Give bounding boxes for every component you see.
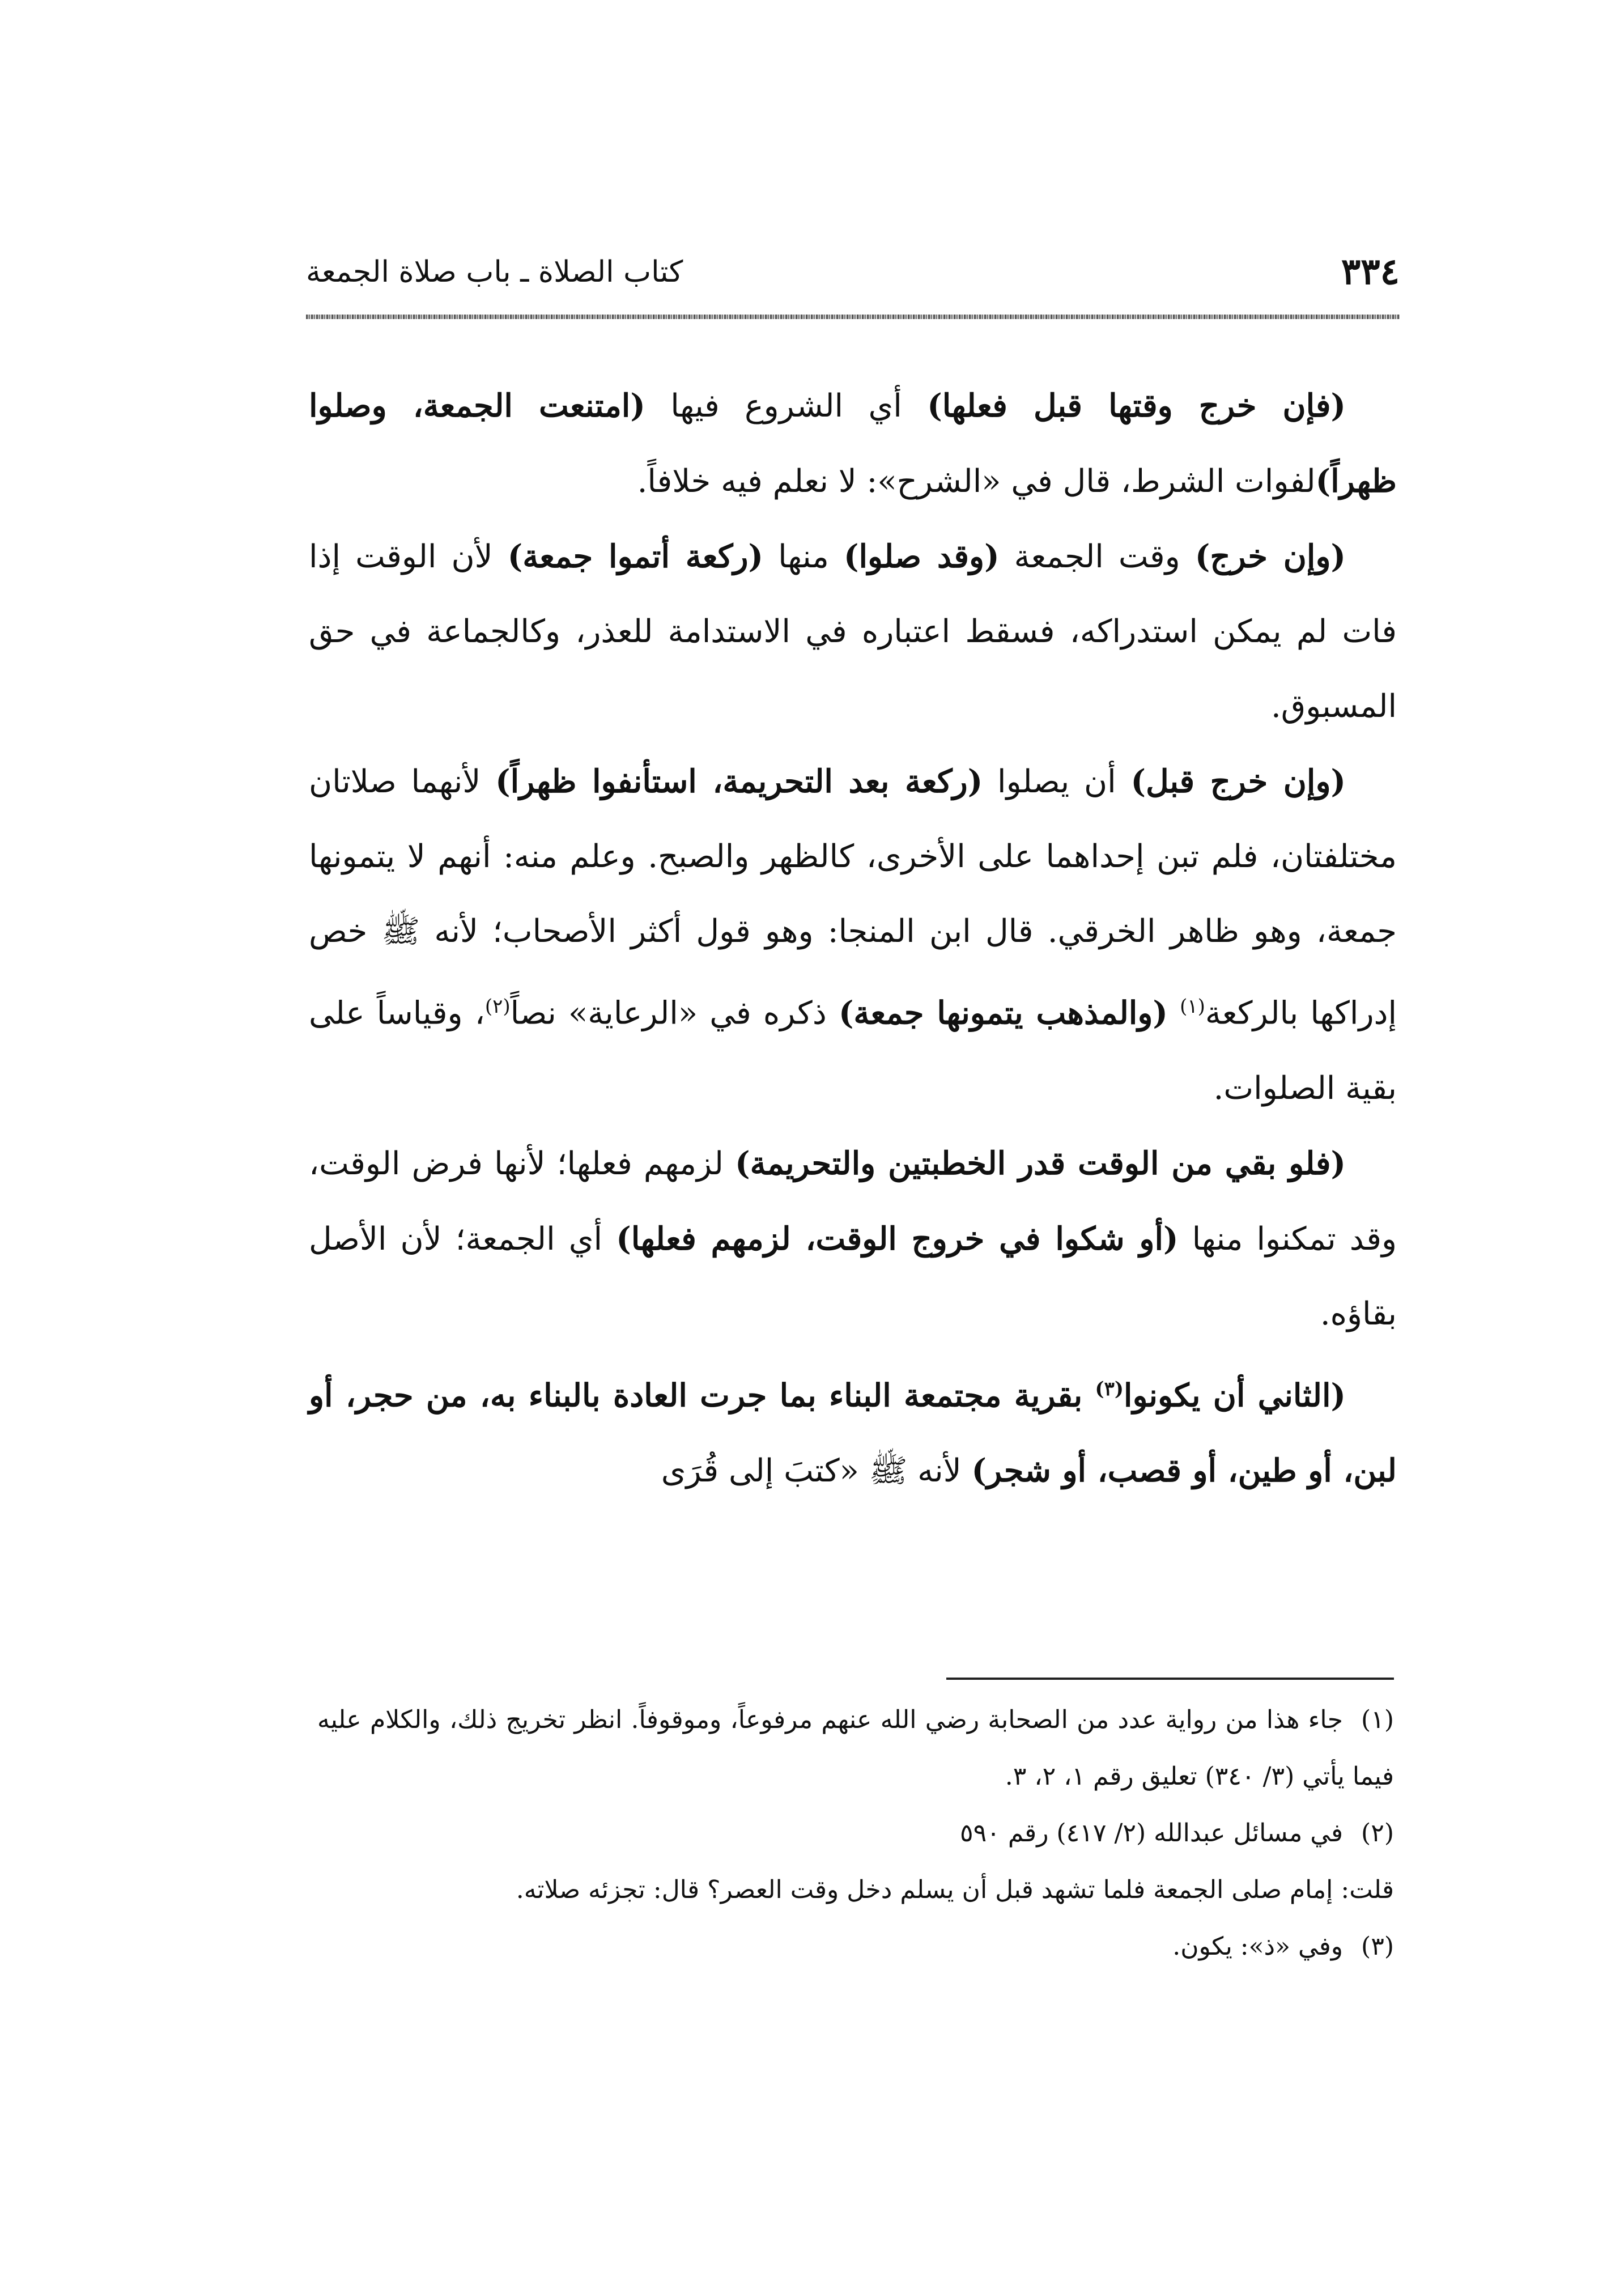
- sharh-text: لأنه ﷺ «كتبَ إلى قُرَى: [661, 1453, 972, 1490]
- matn-text: بقرية مجتمعة البناء بما جرت العادة بالبناء به، من حجر، أو لبن، أو طين، أو قصب، أو شجر): [309, 1377, 1397, 1490]
- sharh-text: أي الشروع فيها: [645, 388, 928, 424]
- sharh-text: ذكره في «الرعاية» نصاً: [510, 995, 839, 1032]
- matn-text: (امتنعت الجمعة، وصلوا ظهراً): [309, 387, 1397, 500]
- footnote-number: (١): [1361, 1705, 1394, 1734]
- paragraph-4: [309, 1126, 1397, 1352]
- sharh-text: منها: [763, 538, 844, 575]
- footnote-text: في مسائل عبدالله (٢/ ٤١٧) رقم ٥٩٠: [959, 1819, 1343, 1848]
- footnote-text: وفي «ذ»: يكون.: [1172, 1932, 1343, 1961]
- paragraph-3: [309, 744, 1397, 1126]
- footnotes: [317, 1692, 1394, 1975]
- sharh-text: لأن الوقت إذا فات لم يمكن استدراكه، فسقط اعتباره في الاستدامة للعذر، وكالجماعة في حق المسبوق.: [309, 538, 1397, 725]
- matn-text: (أو شكوا في خروج الوقت، لزمهم فعلها): [616, 1220, 1179, 1258]
- matn-text: (والمذهب يتمونها جمعة): [838, 994, 1168, 1032]
- footnote-divider: [946, 1678, 1394, 1680]
- sharh-text: لفوات الشرط، قال في «الشرح»: لا نعلم فيه خلافاً.: [637, 463, 1316, 500]
- footnote-marker[interactable]: (٢): [484, 995, 511, 1018]
- running-title: كتاب الصلاة ـ باب صلاة الجمعة: [306, 255, 683, 289]
- footnote-number: (٣): [1361, 1932, 1394, 1961]
- header-divider: [306, 315, 1400, 319]
- matn-text: (ركعة أتموا جمعة): [507, 538, 764, 575]
- sharh-text: لأنهما صلاتان مختلفتان، فلم تبن إحداهما على الأخرى، كالظهر والصبح. وعلم منه: أنهم لا يتمونها جمعة، وهو ظاهر الخرقي. قال ابن المنجا: وهو قول أكثر الأصحاب؛ لأنه ﷺ خص إدراكها بالركعة: [309, 763, 1397, 1032]
- matn-text: (الثاني أن يكونوا: [1123, 1377, 1346, 1415]
- matn-text: (وقد صلوا): [844, 538, 1000, 575]
- sharh-text: ، وقياساً على بقية الصلوات.: [309, 995, 1397, 1107]
- matn-text: (فإن خرج وقتها قبل فعلها): [927, 387, 1346, 424]
- footnote-3: [317, 1918, 1394, 1975]
- paragraph-2: [309, 519, 1397, 744]
- matn-text: (وإن خرج): [1194, 538, 1346, 575]
- page-number: ٣٣٤: [1341, 250, 1400, 293]
- sharh-text: أي الجمعة؛ لأن الأصل بقاؤه.: [309, 1220, 1397, 1332]
- footnote-marker[interactable]: (٣): [1095, 1377, 1124, 1400]
- paragraph-1: [309, 368, 1397, 519]
- footnote-1: [317, 1692, 1394, 1805]
- matn-text: (ركعة بعد التحريمة، استأنفوا ظهراً): [495, 763, 983, 800]
- sharh-text: لزمهم فعلها؛ لأنها فرض الوقت، وقد تمكنوا منها: [309, 1145, 1397, 1258]
- footnote-text: قلت: إمام صلى الجمعة فلما تشهد قبل أن يسلم دخل وقت العصر؟ قال: تجزئه صلاته.: [516, 1875, 1394, 1904]
- matn-text: (فلو بقي من الوقت قدر الخطبتين والتحريمة): [735, 1144, 1346, 1182]
- footnote-2: [317, 1805, 1394, 1862]
- sharh-text: وقت الجمعة: [999, 538, 1195, 575]
- matn-text: (وإن خرج قبل): [1130, 763, 1346, 800]
- paragraph-5: [309, 1352, 1397, 1509]
- sharh-text: أن يصلوا: [983, 763, 1131, 800]
- page-header: [306, 244, 1400, 312]
- footnote-number: (٢): [1361, 1819, 1394, 1848]
- footnote-text: جاء هذا من رواية عدد من الصحابة رضي الله عنهم مرفوعاً، وموقوفاً. انظر تخريج ذلك، والكلام عليه فيما يأتي (٣/ ٣٤٠) تعليق رقم ١، ٢، ٣.: [317, 1705, 1394, 1791]
- main-text: [309, 368, 1397, 1509]
- footnote-2-quote: [317, 1862, 1394, 1918]
- footnote-marker[interactable]: (١): [1180, 995, 1205, 1018]
